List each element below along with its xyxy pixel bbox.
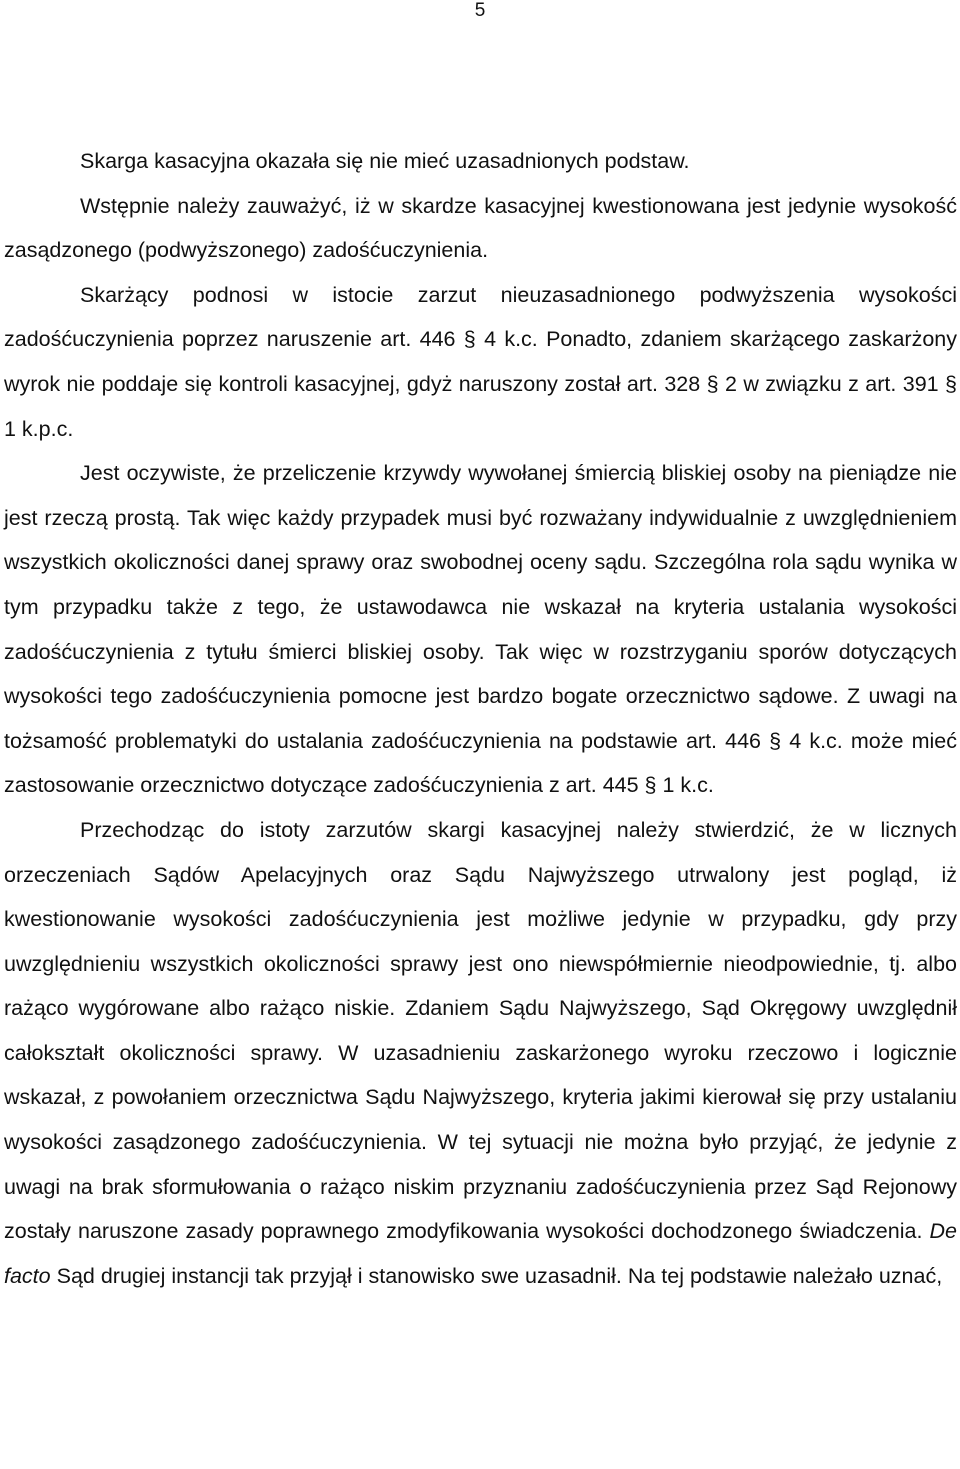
paragraph-5-text-before: Przechodząc do istoty zarzutów skargi kasacyjnej należy stwierdzić, że w licznych orzeczeniach Sądów Apelacyjnych oraz Sądu Najwyższego utrwalony jest pogląd, iż kwestionowanie wysokości zadośćuczynienia jest możliwe jedynie w przypadku, gdy przy uwzględnieniu wszystkich okoliczności sprawy jest ono niewspółmiernie nieodpowiednie, tj. albo rażąco wygórowane albo rażąco niskie. Zdaniem Sądu Najwyższego, Sąd Okręgowy uwzględnił całokształt okoliczności sprawy. W uzasadnieniu zaskarżonego wyroku rzeczowo i logicznie wskazał, z powołaniem orzecznictwa Sądu Najwyższego, kryteria jakimi kierował się przy ustalaniu wysokości zasądzonego zadośćuczynienia. W tej sytuacji nie można było przyjąć, że jedynie z uwagi na brak sformułowania o rażąco niskim przyznaniu zadośćuczynienia przez Sąd Rejonowy zostały naruszone zasady poprawnego zmodyfikowania wysokości dochodzonego świadczenia. xyxy=(4,817,957,1244)
paragraph-3: Skarżący podnosi w istocie zarzut nieuzasadnionego podwyższenia wysokości zadośćuczynienia poprzez naruszenie art. 446 § 4 k.c. Ponadto, zdaniem skarżącego zaskarżony wyrok nie poddaje się kontroli kasacyjnej, gdyż naruszony został art. 328 § 2 w związku z art. 391 § 1 k.p.c. xyxy=(4,282,957,441)
paragraph-5 xyxy=(4,808,957,1299)
document-body xyxy=(4,139,957,1298)
paragraph-5-text-after: Sąd drugiej instancji tak przyjął i stanowisko swe uzasadnił. Na tej podstawie należało uznać, xyxy=(56,1263,943,1288)
paragraph-1: Skarga kasacyjna okazała się nie mieć uzasadnionych podstaw. xyxy=(80,149,690,173)
paragraph-2: Wstępnie należy zauważyć, iż w skardze kasacyjnej kwestionowana jest jedynie wysokość zasądzonego (podwyższonego) zadośćuczynienia. xyxy=(4,193,957,263)
page-number: 5 xyxy=(474,0,486,21)
italic-phrase: De facto xyxy=(4,1219,958,1288)
paragraph-4: Jest oczywiste, że przeliczenie krzywdy wywołanej śmiercią bliskiej osoby na pieniądze nie jest rzeczą prostą. Tak więc każdy przypadek musi być rozważany indywidualnie z uwzględnieniem wszystkich okoliczności danej sprawy oraz swobodnej oceny sądu. Szczególna rola sądu wynika w tym przypadku także z tego, że ustawodawca nie wskazał na kryteria ustalania wysokości zadośćuczynienia z tytułu śmierci bliskiej osoby. Tak więc w rozstrzyganiu sporów dotyczących wysokości tego zadośćuczynienia pomocne jest bardzo bogate orzecznictwo sądowe. Z uwagi na tożsamość problematyki do ustalania zadośćuczynienia na podstawie art. 446 § 4 k.c. może mieć zastosowanie orzecznictwo dotyczące zadośćuczynienia z art. 445 § 1 k.c. xyxy=(4,461,957,798)
